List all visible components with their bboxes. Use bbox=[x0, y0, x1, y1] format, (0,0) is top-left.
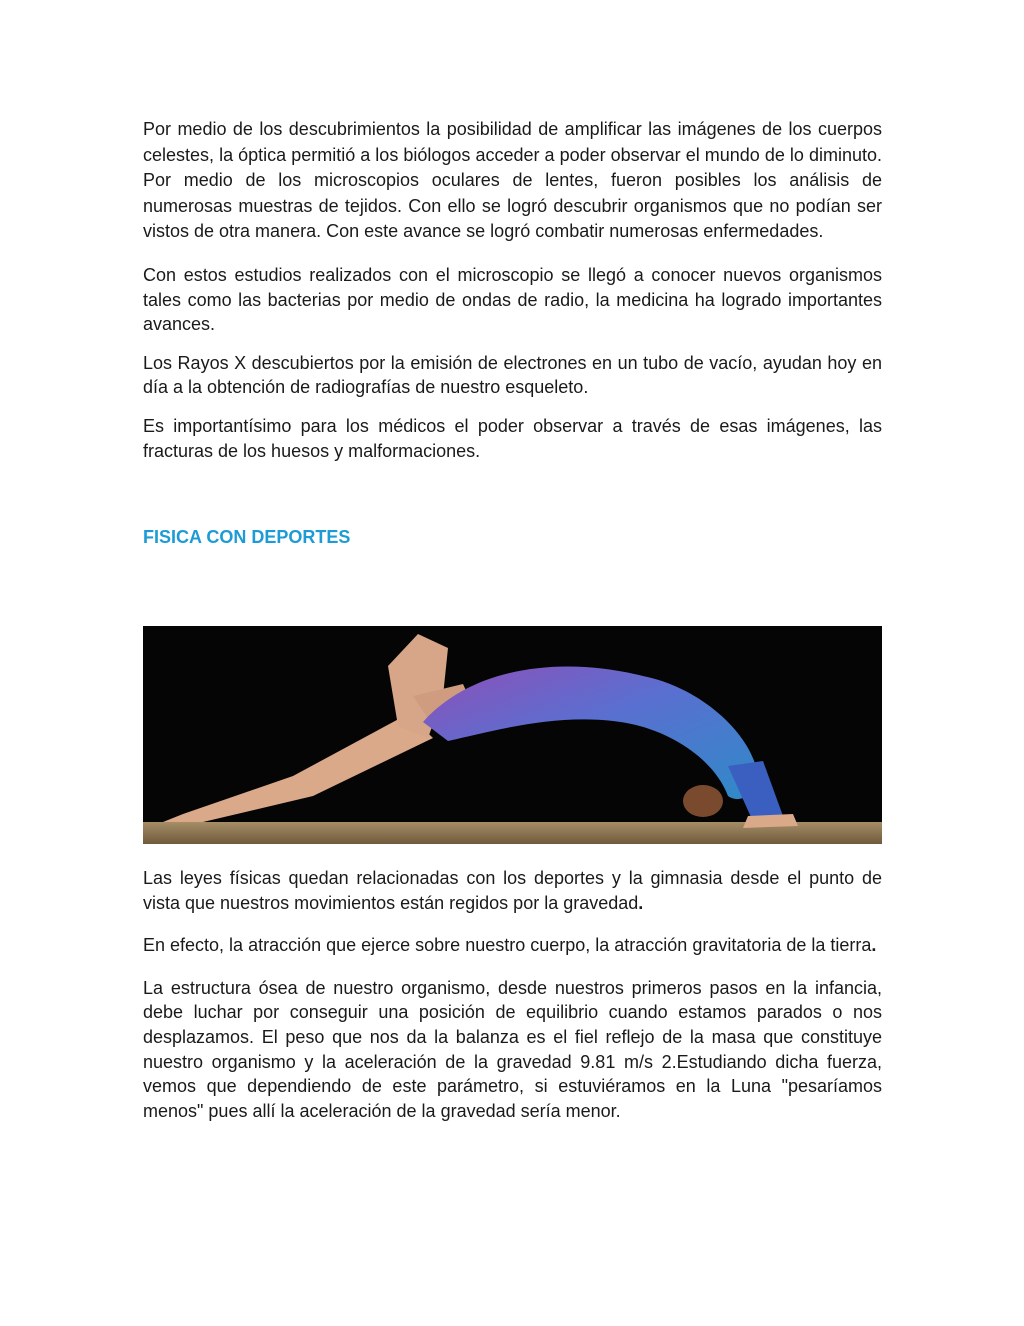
paragraph-physics-laws-text: Las leyes físicas quedan relacionadas con los deportes y la gimnasia desde el punto de vista que nuestros movimientos están regidos por la gravedad bbox=[143, 868, 882, 913]
document-body-top bbox=[143, 117, 882, 549]
section-heading: FISICA CON DEPORTES bbox=[143, 527, 351, 548]
paragraph-attraction bbox=[143, 933, 882, 958]
paragraph-attraction-text: En efecto, la atracción que ejerce sobre nuestro cuerpo, la atracción gravitatoria de la tierra bbox=[143, 935, 872, 956]
hand bbox=[743, 814, 798, 828]
paragraph-xrays: Los Rayos X descubiertos por la emisión de electrones en un tubo de vacío, ayudan hoy en día a la obtención de radiografías de nuestro esqueleto. bbox=[143, 352, 882, 398]
gymnast-photo bbox=[143, 626, 882, 844]
paragraph-optics: Por medio de los descubrimientos la posibilidad de amplificar las imágenes de los cuerpos celestes, la óptica permitió a los biólogos acceder a poder observar el mundo de lo diminuto. Por medio de los microscopios oculares de lentes, fueron posibles los análisis de numerosas muestras de tejidos. Con ello se logró descubrir organismos que no podían ser vistos de otra manera. Con este avance se logró combatir numerosas enfermedades. bbox=[143, 119, 882, 242]
paragraph-attraction-period: . bbox=[871, 935, 877, 956]
paragraph-fractures: Es importantísimo para los médicos el poder observar a través de esas imágenes, las fracturas de los huesos y malformaciones. bbox=[143, 415, 882, 461]
paragraph-physics-laws-period: . bbox=[638, 892, 644, 913]
document-body-bottom bbox=[143, 866, 882, 1123]
head bbox=[683, 785, 723, 817]
paragraph-microscope: Con estos estudios realizados con el microscopio se llegó a conocer nuevos organismos tales como las bacterias por medio de ondas de radio, la medicina ha logrado importantes avances. bbox=[143, 264, 882, 335]
paragraph-physics-laws bbox=[143, 866, 882, 915]
paragraph-bone-structure: La estructura ósea de nuestro organismo, desde nuestros primeros pasos en la infancia, debe luchar por conseguir una posición de equilibrio cuando estamos parados o nos desplazamos. El peso que nos da la balanza es el fiel reflejo de la masa que constituye nuestro organismo y la aceleración de la gravedad 9.81 m/s 2.Estudiando dicha fuerza, vemos que dependiendo de este parámetro, si estuviéramos en la Luna "pesaríamos menos" pues allí la aceleración de la gravedad sería menor. bbox=[143, 977, 882, 1121]
